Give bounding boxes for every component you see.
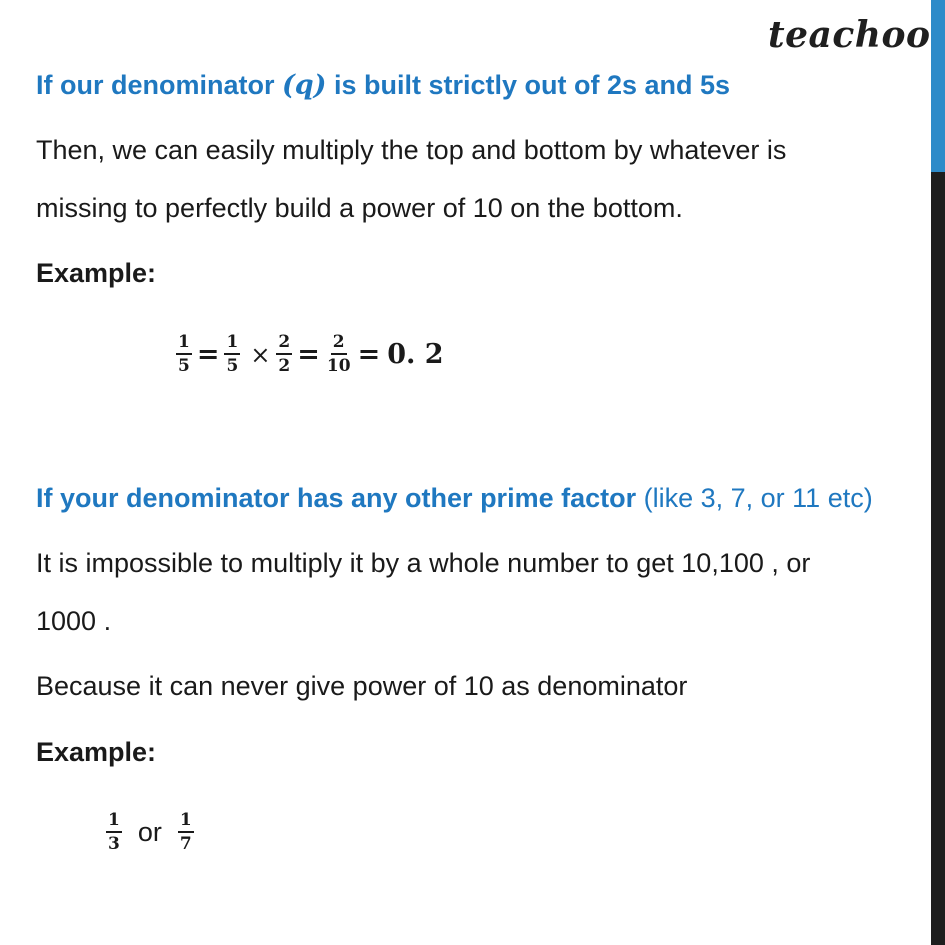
numerator: 1 — [224, 334, 240, 355]
numerator: 1 — [176, 334, 192, 355]
section1-example-label: Example: — [36, 258, 157, 288]
numerator: 1 — [178, 812, 194, 833]
section2-line1: It is impossible to multiply it by a whole number to get 10,100 , or — [36, 548, 811, 578]
denominator: 7 — [179, 834, 192, 854]
fraction-1-5-second — [224, 334, 240, 375]
section1-line2: missing to perfectly build a power of 10 on the bottom. — [36, 193, 683, 223]
numerator: 2 — [276, 334, 292, 355]
example-fractions — [104, 812, 196, 853]
denominator-variable: (q) — [282, 70, 327, 101]
scrollbar-thumb[interactable] — [931, 0, 945, 172]
teachoo-logo: teachoo — [768, 14, 931, 56]
equals-sign: = — [196, 339, 220, 370]
section2-heading-bold: If your denominator has any other prime factor — [36, 483, 637, 513]
denominator: 3 — [108, 834, 120, 854]
section2-heading-normal: (like 3, 7, or 11 etc) — [636, 483, 873, 513]
denominator: 5 — [178, 356, 190, 376]
denominator: 5 — [226, 356, 239, 376]
fraction-2-10 — [325, 334, 353, 375]
or-word: or — [137, 817, 162, 847]
equals-sign: = — [357, 339, 381, 370]
section1-heading-pre: If our denominator — [36, 70, 282, 100]
section1-line1: Then, we can easily multiply the top and bottom by whatever is — [36, 135, 787, 165]
denominator: 10 — [326, 356, 351, 376]
section1-heading-post: is built strictly out of 2s and 5s — [326, 70, 731, 100]
section2-example-label: Example: — [36, 737, 157, 767]
section2-line3: Because it can never give power of 10 as denominator — [36, 671, 688, 701]
equation-fraction-to-decimal — [174, 334, 444, 375]
decimal-result: 0. 2 — [387, 339, 444, 370]
fraction-1-7 — [178, 812, 194, 853]
times-sign: × — [250, 340, 271, 369]
fraction-2-2 — [276, 334, 292, 375]
denominator: 2 — [278, 356, 291, 376]
fraction-1-5 — [176, 334, 192, 375]
numerator: 1 — [106, 812, 122, 833]
fraction-1-3 — [106, 812, 122, 853]
section2-heading — [36, 483, 873, 514]
equals-sign: = — [297, 339, 320, 370]
numerator: 2 — [331, 334, 347, 355]
section2-line2: 1000 . — [36, 606, 112, 636]
section1-heading — [36, 70, 730, 101]
